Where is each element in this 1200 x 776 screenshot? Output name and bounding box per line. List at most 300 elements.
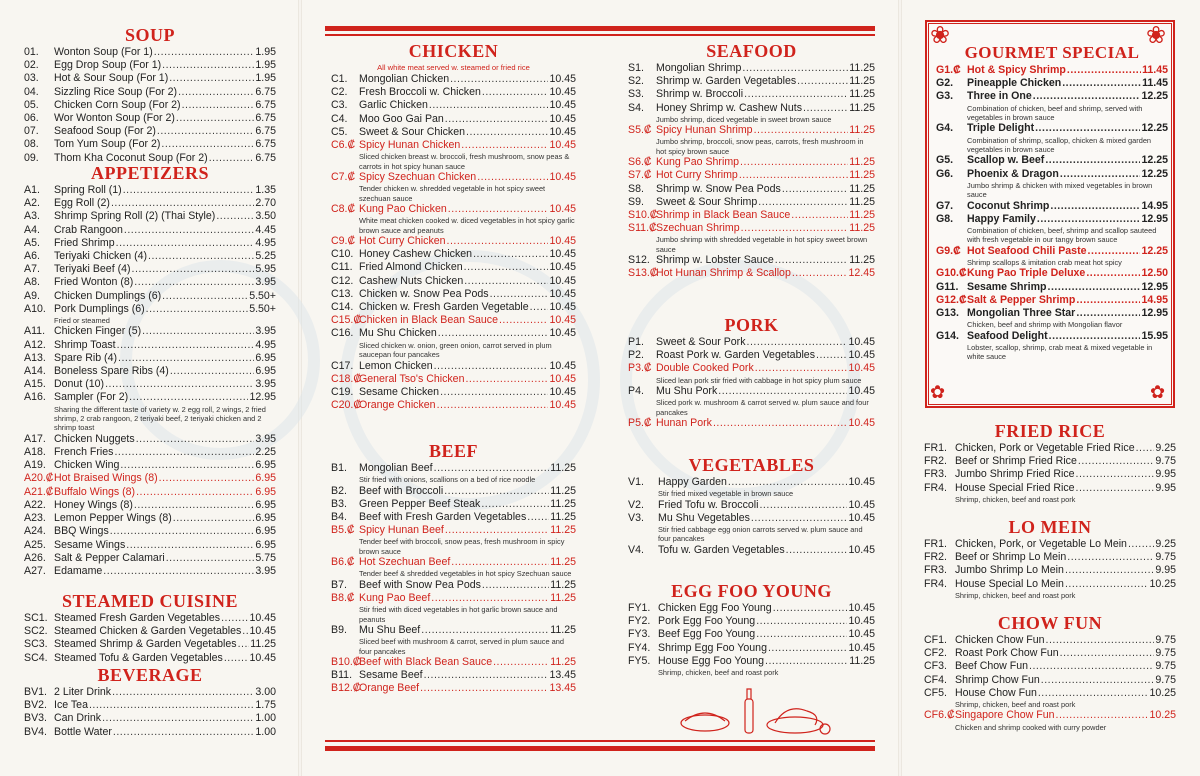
menu-item (24, 525, 276, 538)
menu-item (936, 77, 1168, 90)
item-code: P1. (628, 336, 644, 348)
item-price: 10.45 (249, 651, 276, 664)
item-description: Shrimp, chicken, beef and roast pork (955, 494, 1076, 504)
item-name: Scallop w. Beef (967, 154, 1045, 167)
section-title: CHICKEN (408, 41, 499, 61)
item-description: Sliced beef with mushroom & carrot, served in plum sauce and four pancakes (359, 637, 564, 656)
menu-item (331, 462, 576, 475)
item-code: BV3. (24, 712, 47, 725)
item-name: Mongolian Chicken (359, 73, 450, 85)
item-price: 10.25 (1149, 686, 1176, 699)
item-code: C11. (331, 261, 353, 274)
section-subtitle: All white meat served w. steamed or fried rice (377, 63, 530, 72)
item-code: A27. (24, 564, 46, 577)
item-name: Honey Cashew Chicken (359, 248, 473, 261)
leader-dots (116, 237, 255, 250)
item-name: Bottle Water (54, 725, 112, 738)
item-price: 11.45 (1142, 77, 1168, 90)
item-price: 3.95 (255, 564, 276, 577)
item-description: Tender chicken w. shredded vegetable in hot spicy sweet szechuan sauce (359, 184, 546, 203)
leader-dots (797, 75, 848, 88)
item-price: 9.75 (1155, 455, 1176, 468)
item-name: Steamed Shrimp & Garden Vegetables (54, 638, 237, 651)
item-code: V2. (628, 498, 644, 511)
leader-dots (445, 113, 549, 126)
item-price: 10.45 (549, 327, 576, 340)
item-price: 6.75 (255, 112, 276, 125)
item-name: Honey Shrimp w. Cashew Nuts (656, 101, 803, 114)
item-code: V3. (628, 511, 644, 524)
item-name: Beef with Fresh Garden Vegetables (359, 511, 527, 524)
leader-dots (759, 499, 847, 512)
item-price: 11.25 (550, 484, 576, 497)
item-name: Spring Roll (1) (54, 184, 122, 196)
item-name: French Fries (54, 446, 114, 459)
item-description: Shrimp, chicken, beef and roast pork (658, 668, 779, 678)
item-code: 09. (24, 151, 39, 164)
menu-item (24, 652, 276, 665)
leader-dots (1078, 455, 1155, 468)
leader-dots (816, 349, 847, 362)
leader-dots (134, 276, 254, 289)
item-code: P2. (628, 349, 644, 362)
bottom-red-bar (325, 746, 875, 751)
item-name: Garlic Chicken (359, 99, 428, 112)
leader-dots (740, 156, 848, 169)
beverage-section (24, 664, 276, 739)
item-price: 10.45 (848, 511, 875, 524)
item-name: Cashew Nuts Chicken (359, 274, 464, 287)
item-code: G8. (936, 212, 954, 225)
leader-dots (713, 417, 848, 430)
leader-dots (420, 682, 548, 695)
leader-dots (530, 301, 549, 314)
leader-dots (126, 539, 254, 552)
menu-item (628, 183, 875, 196)
leader-dots (747, 336, 848, 349)
item-price: 13.45 (549, 682, 576, 695)
item-code: CF3. (924, 660, 947, 673)
item-name: Beef Egg Foo Young (658, 628, 756, 641)
item-code: C8.₡ (331, 203, 356, 216)
item-description: Sliced chicken w. onion, green onion, carrot served in plum saucepan four pancakes (359, 340, 552, 360)
gourmet-special-section (936, 42, 1168, 362)
item-price: 6.75 (255, 151, 276, 164)
menu-item (24, 86, 276, 99)
item-code: A1. (24, 184, 40, 196)
leader-dots (429, 99, 549, 112)
item-code: S13.₡ (628, 267, 658, 280)
item-price: 10.45 (549, 235, 576, 248)
item-price: 12.25 (1141, 90, 1168, 103)
menu-item (24, 365, 276, 378)
item-code: G12.₡ (936, 293, 967, 306)
item-price: 11.25 (849, 62, 875, 74)
leader-dots (1045, 154, 1140, 167)
menu-item (924, 538, 1176, 551)
item-description: Combination of chicken, beef, shrimp and scallop sauteed with fresh vegetable in our tangy brown sauce (967, 226, 1157, 245)
item-name: Happy Family (967, 212, 1036, 225)
item-price: 11.25 (550, 592, 576, 605)
item-code: C13. (331, 287, 354, 300)
corner-ornament-icon: ✿ (930, 382, 946, 402)
item-code: C7.₡ (331, 171, 356, 184)
item-code: FR1. (924, 442, 947, 454)
item-code: B2. (331, 484, 347, 497)
menu-item (24, 46, 276, 59)
item-price: 9.95 (1155, 468, 1176, 481)
appetizers-section (24, 162, 276, 578)
leader-dots (792, 267, 848, 280)
leader-dots (120, 459, 254, 472)
item-price: 12.95 (1141, 280, 1168, 293)
item-price: 10.45 (549, 73, 576, 85)
menu-item (331, 669, 576, 682)
item-code: FY5. (628, 654, 651, 667)
item-code: 03. (24, 72, 39, 85)
menu-item (628, 88, 875, 101)
item-name: Salt & Pepper Shrimp (967, 293, 1076, 306)
item-price: 6.95 (255, 512, 276, 525)
item-code: FR4. (924, 577, 947, 590)
leader-dots (1076, 468, 1155, 481)
item-name: Hot Hunan Shrimp & Scallop (656, 267, 791, 280)
leader-dots (1076, 307, 1140, 320)
leader-dots (493, 656, 549, 669)
item-price: 5.25 (255, 250, 276, 263)
item-price: 2.25 (255, 446, 276, 459)
menu-item (628, 62, 875, 75)
menu-item (924, 551, 1176, 564)
item-price: 12.25 (1141, 122, 1168, 135)
item-code: BV4. (24, 725, 47, 738)
leader-dots (756, 628, 847, 641)
item-price: 1.35 (255, 184, 276, 196)
menu-item (331, 314, 576, 327)
item-price: 11.25 (550, 624, 576, 637)
menu-item (628, 628, 875, 641)
corner-ornament-icon: ❀ (1146, 22, 1167, 49)
item-code: A19. (24, 459, 46, 472)
item-price: 11.25 (849, 654, 875, 667)
leader-dots (782, 183, 848, 196)
item-price: 10.45 (549, 274, 576, 287)
leader-dots (755, 362, 848, 375)
item-name: Green Pepper Beef Steak (359, 497, 481, 510)
item-code: A24. (24, 525, 46, 538)
item-code: SC1. (24, 612, 48, 624)
item-code: 01. (24, 46, 39, 58)
menu-item (628, 349, 875, 362)
item-description: Sliced pork w. mushroom & carrot served w. plum sauce and four pancakes (656, 398, 869, 417)
item-price: 9.75 (1155, 673, 1176, 686)
menu-item (24, 625, 276, 638)
leader-dots (451, 556, 549, 569)
item-description: Sliced chicken breast w. broccoli, fresh mushroom, snow peas & carrots in hot spicy hunan sauce (359, 152, 570, 171)
item-code: G11. (936, 280, 959, 293)
menu-item (24, 486, 276, 499)
leader-dots (1038, 687, 1149, 700)
item-description: Sharing the different taste of variety w. 2 egg roll, 2 wings, 2 fried shrimp, 2 crab rangoon, 2 teriyaki beef, 2 teriyaki chicken and 2 shrimp toast (54, 404, 266, 433)
item-price: 4.45 (255, 223, 276, 236)
item-name: Pork Dumplings (6) (54, 302, 145, 315)
item-name: Chicken Finger (5) (54, 325, 142, 338)
menu-item (628, 124, 875, 137)
item-price: 10.45 (848, 641, 875, 654)
leader-dots (438, 327, 549, 340)
menu-item (331, 360, 576, 373)
item-name: Beef with Snow Pea Pods (359, 578, 481, 591)
menu-item (331, 126, 576, 139)
item-name: Teriyaki Beef (4) (54, 263, 131, 276)
leader-dots (162, 290, 248, 303)
menu-item (24, 686, 276, 699)
item-name: Thom Kha Coconut Soup (For 2) (54, 151, 208, 164)
item-code: FY1. (628, 602, 651, 614)
item-name: Mu Shu Beef (359, 624, 421, 637)
item-code: FR3. (924, 564, 947, 577)
item-name: Kung Pao Shrimp (656, 156, 740, 169)
menu-item (331, 261, 576, 274)
item-code: A17. (24, 432, 46, 445)
menu-item (24, 378, 276, 391)
leader-dots (461, 139, 548, 152)
menu-item (24, 237, 276, 250)
item-price: 6.95 (255, 498, 276, 511)
item-code: A22. (24, 498, 46, 511)
item-code: FR1. (924, 538, 947, 550)
item-code: B8.₡ (331, 592, 355, 605)
item-price: 11.25 (250, 638, 276, 651)
menu-item (331, 592, 576, 605)
item-price: 3.95 (255, 325, 276, 338)
item-name: Shrimp Egg Foo Young (658, 641, 767, 654)
menu-item (628, 156, 875, 169)
item-name: Tom Yum Soup (For 2) (54, 138, 161, 151)
item-price: 14.95 (1141, 293, 1168, 306)
item-name: Sesame Shrimp (967, 280, 1047, 293)
item-code: CF4. (924, 673, 947, 686)
item-name: Sesame Beef (359, 669, 423, 682)
item-name: Shrimp w. Broccoli (656, 88, 744, 101)
leader-dots (129, 391, 248, 404)
item-price: 12.95 (249, 391, 276, 404)
menu-item (628, 642, 875, 655)
item-code: A3. (24, 210, 40, 223)
item-name: Sweet & Sour Shrimp (656, 195, 758, 208)
item-code: G7. (936, 199, 954, 212)
item-price: 11.25 (849, 124, 875, 137)
item-code: B3. (331, 497, 347, 510)
item-code: A23. (24, 512, 46, 525)
item-code: S4. (628, 101, 644, 114)
item-name: Egg Drop Soup (For 1) (54, 59, 162, 72)
lo-mein-section (924, 516, 1176, 600)
item-price: 11.25 (849, 254, 875, 267)
item-code: S9. (628, 195, 644, 208)
menu-item (936, 200, 1168, 213)
item-price: 10.45 (549, 314, 576, 327)
menu-item (331, 113, 576, 126)
item-code: G5. (936, 154, 954, 167)
menu-item (24, 499, 276, 512)
menu-item (331, 235, 576, 248)
item-name: Chicken Corn Soup (For 2) (54, 98, 181, 111)
item-name: Fried Almond Chicken (359, 261, 463, 274)
item-name: Mongolian Three Star (967, 307, 1076, 320)
menu-item (24, 539, 276, 552)
item-name: Teriyaki Chicken (4) (54, 250, 148, 263)
item-name: Crab Rangoon (54, 223, 123, 236)
menu-item (24, 472, 276, 485)
item-price: 3.95 (255, 432, 276, 445)
section-title: VEGETABLES (688, 455, 815, 475)
leader-dots (1060, 168, 1141, 181)
item-price: 10.45 (549, 399, 576, 412)
item-price: 10.45 (549, 139, 576, 152)
item-code: SC3. (24, 638, 48, 651)
item-price: 10.45 (549, 125, 576, 138)
item-description: Shrimp, chicken, beef and roast pork (955, 590, 1076, 600)
menu-item (24, 112, 276, 125)
leader-dots (477, 171, 548, 184)
item-name: House Special Fried Rice (955, 481, 1075, 494)
menu-item (331, 485, 576, 498)
item-code: C16. (331, 327, 354, 340)
section-title: LO MEIN (1008, 517, 1092, 537)
leader-dots (114, 446, 254, 459)
leader-dots (221, 612, 248, 625)
item-name: Shrimp in Black Bean Sauce (656, 209, 791, 222)
leader-dots (132, 263, 255, 276)
item-code: B9. (331, 624, 347, 637)
item-code: C19. (331, 385, 354, 398)
leader-dots (136, 433, 255, 446)
leader-dots (136, 486, 254, 499)
item-code: FY2. (628, 615, 651, 628)
menu-item (24, 250, 276, 263)
vegetables-section (628, 454, 875, 557)
item-price: 1.95 (255, 72, 276, 85)
item-price: 10.45 (549, 372, 576, 385)
section-title: GOURMET SPECIAL (964, 43, 1140, 62)
menu-item (24, 712, 276, 725)
item-name: 2 Liter Drink (54, 686, 112, 698)
menu-item (924, 634, 1176, 647)
item-name: Szechuan Shrimp (656, 222, 740, 235)
item-price: 11.25 (550, 656, 576, 669)
item-code: S1. (628, 62, 644, 74)
item-description: Chicken and shrimp cooked with curry powder (955, 722, 1107, 732)
leader-dots (1049, 330, 1141, 343)
menu-item (24, 263, 276, 276)
leader-dots (482, 86, 549, 99)
menu-item (924, 578, 1176, 591)
menu-item (628, 615, 875, 628)
item-name: Steamed Chicken & Garden Vegetables (54, 625, 242, 638)
item-price: 9.95 (1155, 564, 1176, 577)
menu-item (24, 552, 276, 565)
item-price: 4.95 (255, 236, 276, 249)
leader-dots (1037, 213, 1141, 226)
item-name: Egg Roll (2) (54, 197, 110, 210)
item-code: G9.₡ (936, 244, 961, 257)
item-code: CF1. (924, 634, 947, 646)
chow-fun-section (924, 612, 1176, 732)
leader-dots (481, 498, 549, 511)
item-code: FR3. (924, 468, 947, 481)
item-name: Beef with Broccoli (359, 484, 444, 497)
leader-dots (170, 365, 255, 378)
item-price: 10.45 (848, 615, 875, 628)
item-code: CF5. (924, 686, 947, 699)
item-price: 5.75 (255, 551, 276, 564)
item-price: 10.45 (848, 602, 875, 614)
item-name: Double Cooked Pork (656, 362, 754, 375)
item-price: 1.75 (255, 699, 276, 712)
menu-item (936, 267, 1168, 280)
item-price: 6.95 (255, 351, 276, 364)
item-name: Fried Shrimp (54, 236, 115, 249)
item-code: CF6.₡ (924, 709, 955, 722)
menu-item (24, 72, 276, 85)
item-description: Jumbo shrimp, broccoli, snow peas, carrots, fresh mushroom in hot spicy brown sauce (656, 137, 864, 156)
fold-line (898, 0, 902, 776)
item-price: 10.45 (549, 112, 576, 125)
item-code: C4. (331, 112, 348, 125)
item-description: Stir fried with diced vegetables in hot garlic brown sauce and peanuts (359, 605, 558, 624)
menu-item (924, 709, 1176, 722)
leader-dots (1088, 245, 1141, 258)
item-name: Seafood Soup (For 2) (54, 125, 156, 138)
section-title: BEVERAGE (97, 665, 203, 685)
leader-dots (775, 254, 848, 267)
item-code: A16. (24, 391, 46, 404)
item-name: Sampler (For 2) (54, 391, 129, 404)
item-name: Three in One (967, 90, 1032, 103)
section-title: SOUP (124, 25, 175, 45)
menu-item (24, 612, 276, 625)
egg-foo-young-section (628, 580, 875, 677)
leader-dots (751, 512, 848, 525)
item-name: Hot Curry Shrimp (656, 169, 738, 182)
item-code: A18. (24, 446, 46, 459)
item-price: 12.95 (1141, 307, 1168, 320)
leader-dots (105, 378, 254, 391)
item-price: 10.45 (249, 625, 276, 638)
item-description: White meat chicken cooked w. diced vegetables in hot spicy garlic brown sauce and peanuts (359, 216, 575, 235)
menu-item (331, 248, 576, 261)
menu-item (24, 59, 276, 72)
leader-dots (1048, 281, 1141, 294)
menu-item (628, 499, 875, 512)
leader-dots (157, 125, 254, 138)
leader-dots (473, 248, 548, 261)
item-name: Chicken in Black Bean Sauce (359, 314, 498, 327)
item-name: Hot & Sour Soup (For 1) (54, 72, 169, 85)
leader-dots (1067, 64, 1141, 77)
leader-dots (464, 261, 549, 274)
leader-dots (238, 638, 250, 651)
item-code: A14. (24, 365, 46, 378)
menu-item (628, 385, 875, 398)
item-code: G13. (936, 307, 959, 320)
menu-item (628, 254, 875, 267)
item-price: 9.75 (1155, 634, 1176, 646)
item-name: Sizzling Rice Soup (For 2) (54, 85, 178, 98)
menu-item (24, 638, 276, 651)
leader-dots (445, 524, 549, 537)
